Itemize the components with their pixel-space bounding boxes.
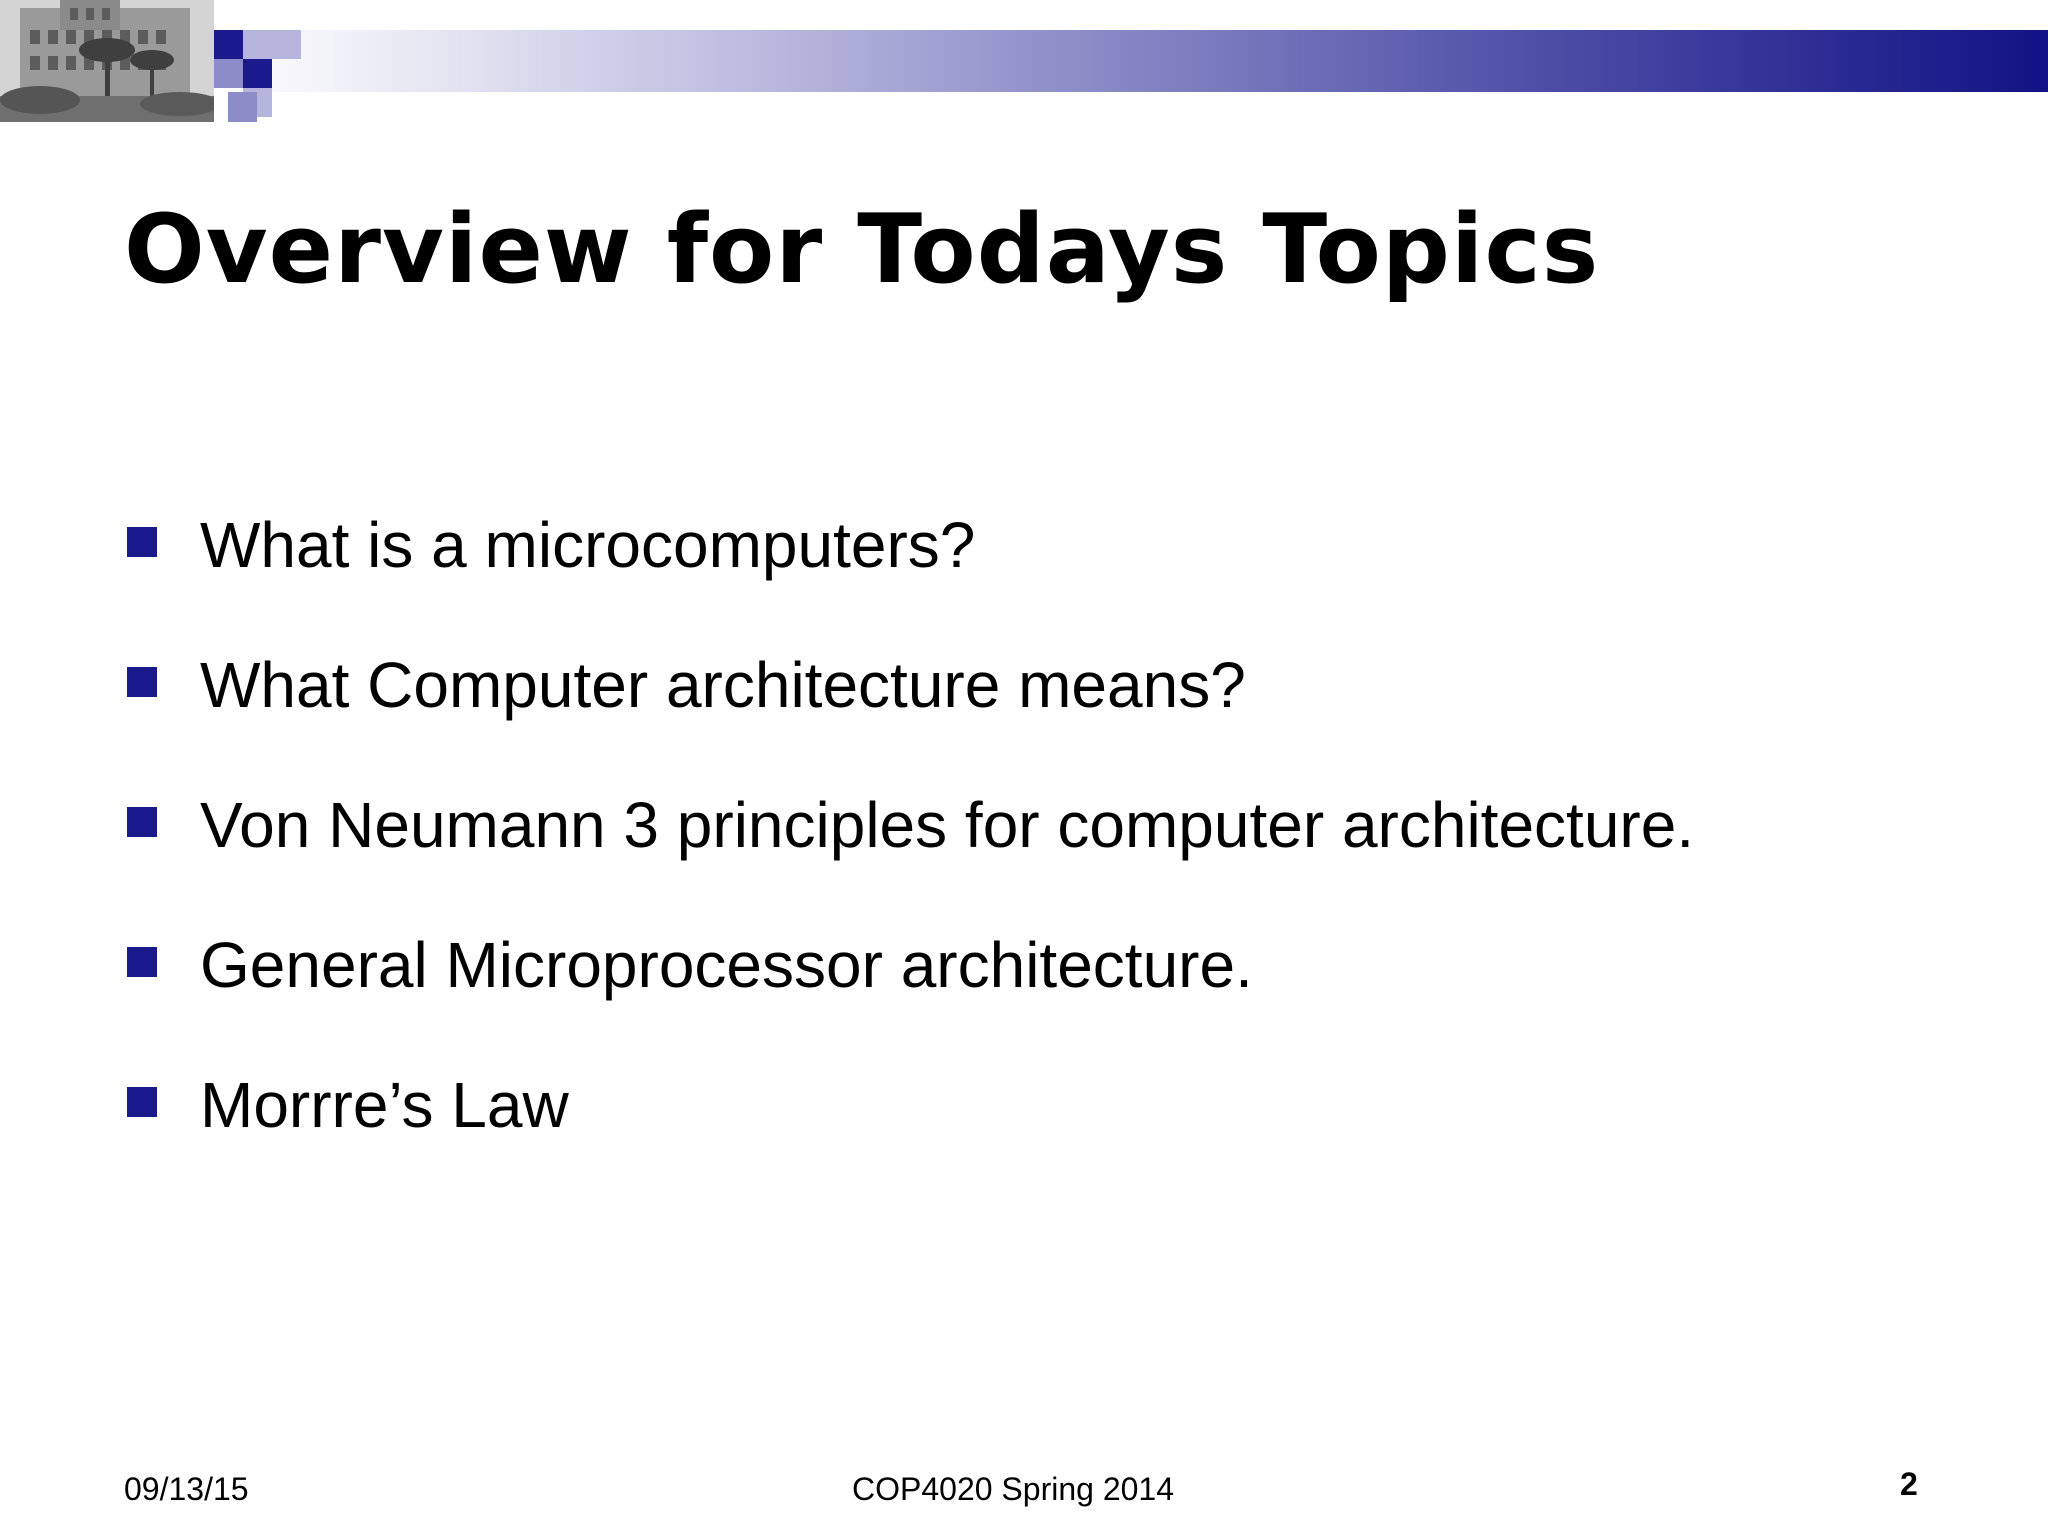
decor-square-mid bbox=[228, 92, 257, 122]
square-bullet-icon bbox=[127, 527, 157, 557]
decor-square-mid bbox=[214, 59, 243, 88]
list-item bbox=[124, 925, 2004, 1065]
decor-square-light bbox=[243, 30, 272, 59]
list-item bbox=[124, 1065, 2004, 1205]
header-banner bbox=[0, 0, 2048, 125]
header-gradient-bar bbox=[214, 30, 2048, 92]
slide-title: Overview for Todays Topics bbox=[124, 195, 1600, 305]
decor-square-dark bbox=[243, 59, 272, 88]
bullet-text: General Microprocessor architecture. bbox=[200, 929, 1253, 1001]
decor-square-dark bbox=[214, 30, 243, 59]
bullet-list bbox=[124, 505, 2004, 1205]
bullet-text: What is a microcomputers? bbox=[200, 509, 976, 581]
footer-course: COP4020 Spring 2014 bbox=[852, 1471, 1174, 1507]
page-number: 2 bbox=[1900, 1466, 1918, 1502]
square-bullet-icon bbox=[127, 1087, 157, 1117]
bullet-text: Von Neumann 3 principles for computer architecture. bbox=[200, 789, 1695, 861]
bullet-text: Morrre’s Law bbox=[200, 1069, 569, 1141]
bullet-text: What Computer architecture means? bbox=[200, 649, 1246, 721]
decor-square-light bbox=[272, 30, 301, 59]
building-photo-icon bbox=[0, 0, 214, 122]
list-item bbox=[124, 505, 2004, 645]
footer-date: 09/13/15 bbox=[124, 1471, 249, 1507]
list-item bbox=[124, 645, 2004, 785]
square-bullet-icon bbox=[127, 807, 157, 837]
square-bullet-icon bbox=[127, 667, 157, 697]
square-bullet-icon bbox=[127, 947, 157, 977]
list-item bbox=[124, 785, 2004, 925]
